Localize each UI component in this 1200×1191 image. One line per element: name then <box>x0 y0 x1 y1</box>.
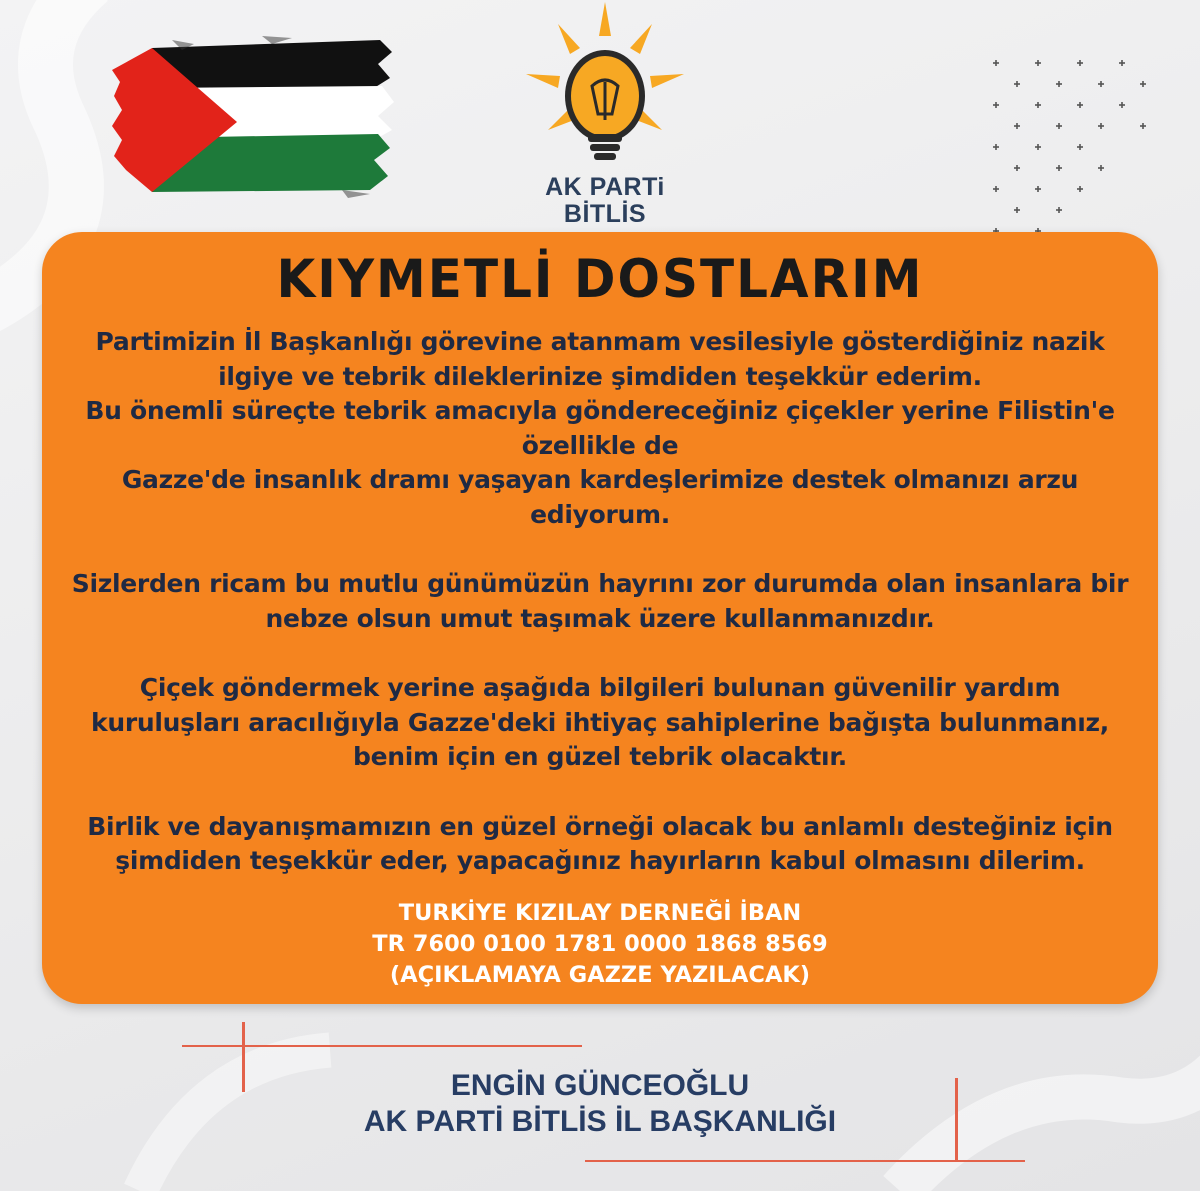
paragraph-1-line-1: Partimizin İl Başkanlığı görevine atanmam vesilesiyle gösterdiğiniz nazik <box>95 327 1105 356</box>
dot-mark <box>1056 165 1062 171</box>
dot-mark <box>1014 207 1020 213</box>
dot-mark <box>1014 81 1020 87</box>
paragraph-3-line-2: kuruluşları aracılığıyla Gazze'deki ihtiyaç sahiplerine bağışta bulunmanız, <box>91 707 1109 737</box>
paragraph-1-line-2: ilgiye ve tebrik dileklerinize şimdiden teşekkür ederim. <box>218 361 982 391</box>
dot-mark <box>1140 81 1146 87</box>
dot-mark <box>1056 81 1062 87</box>
dot-mark <box>1098 165 1104 171</box>
dot-mark <box>1077 186 1083 192</box>
dot-mark <box>1056 207 1062 213</box>
paragraph-1-line-5: Gazze'de insanlık dramı yaşayan kardeşlerimize destek olmanızı arzu <box>121 465 1079 494</box>
dot-mark <box>1035 144 1041 150</box>
paragraph-2-line-2: nebze olsun umut taşımak üzere kullanmanızdır. <box>265 603 935 633</box>
logo-text-city: BİTLİS <box>563 200 647 228</box>
dot-mark <box>1098 123 1104 129</box>
iban-org: TURKİYE KIZILAY DERNEĞİ İBAN <box>398 900 802 926</box>
logo-text-party: AK PARTi <box>545 173 665 201</box>
dot-grid-decoration <box>988 55 1158 240</box>
dot-mark <box>993 144 999 150</box>
dot-mark <box>1098 81 1104 87</box>
signature-title: AK PARTİ BİTLİS İL BAŞKANLIĞI <box>363 1105 837 1138</box>
paragraph-3-line-1: Çiçek göndermek yerine aşağıda bilgileri bulunan güvenilir yardım <box>139 673 1061 702</box>
ak-parti-logo <box>520 2 690 234</box>
signature-name: ENGİN GÜNCEOĞLU <box>450 1069 750 1102</box>
dot-mark <box>1056 123 1062 129</box>
card-title: KIYMETLİ DOSTLARIM <box>276 248 924 310</box>
paragraph-spacer <box>60 775 1140 810</box>
palestine-flag-icon <box>112 30 397 200</box>
dot-mark <box>1035 102 1041 108</box>
accent-line-horizontal-left <box>182 1045 582 1047</box>
iban-note: (AÇIKLAMAYA GAZZE YAZILACAK) <box>389 962 811 988</box>
ak-parti-bulb-logo <box>520 2 690 170</box>
paragraph-1-line-6: ediyorum. <box>530 499 670 529</box>
iban-number: TR 7600 0100 1781 0000 1868 8569 <box>372 931 828 957</box>
paragraph-3-line-3: benim için en güzel tebrik olacaktır. <box>352 742 847 771</box>
accent-line-horizontal-right <box>585 1160 1025 1162</box>
signature-block <box>0 1068 1200 1140</box>
dot-mark <box>1077 102 1083 108</box>
dot-mark <box>1014 123 1020 129</box>
paragraph-1-line-3: Bu önemli süreçte tebrik amacıyla göndereceğiniz çiçekler yerine Filistin'e <box>85 396 1115 425</box>
paragraph-spacer <box>60 636 1140 671</box>
paragraph-2-line-1: Sizlerden ricam bu mutlu günümüzün hayrını zor durumda olan insanlara bir <box>71 569 1129 598</box>
iban-block <box>0 898 1200 991</box>
dot-mark <box>1077 144 1083 150</box>
paragraph-4-line-1: Birlik ve dayanışmamızın en güzel örneği olacak bu anlamlı desteğiniz için <box>87 811 1113 841</box>
dot-mark <box>1119 102 1125 108</box>
dot-mark <box>993 186 999 192</box>
paragraph-1-line-4: özellikle de <box>521 430 679 460</box>
dot-mark <box>993 60 999 66</box>
dot-mark <box>1014 165 1020 171</box>
dot-mark <box>1077 60 1083 66</box>
dot-mark <box>1035 186 1041 192</box>
dot-mark <box>1140 123 1146 129</box>
dot-mark <box>1035 60 1041 66</box>
paragraph-4-line-2: şimdiden teşekkür eder, yapacağınız hayırların kabul olmasını dilerim. <box>115 846 1085 875</box>
message-body <box>60 325 1140 879</box>
paragraph-spacer <box>60 532 1140 567</box>
dot-mark <box>993 102 999 108</box>
dot-mark <box>1119 60 1125 66</box>
